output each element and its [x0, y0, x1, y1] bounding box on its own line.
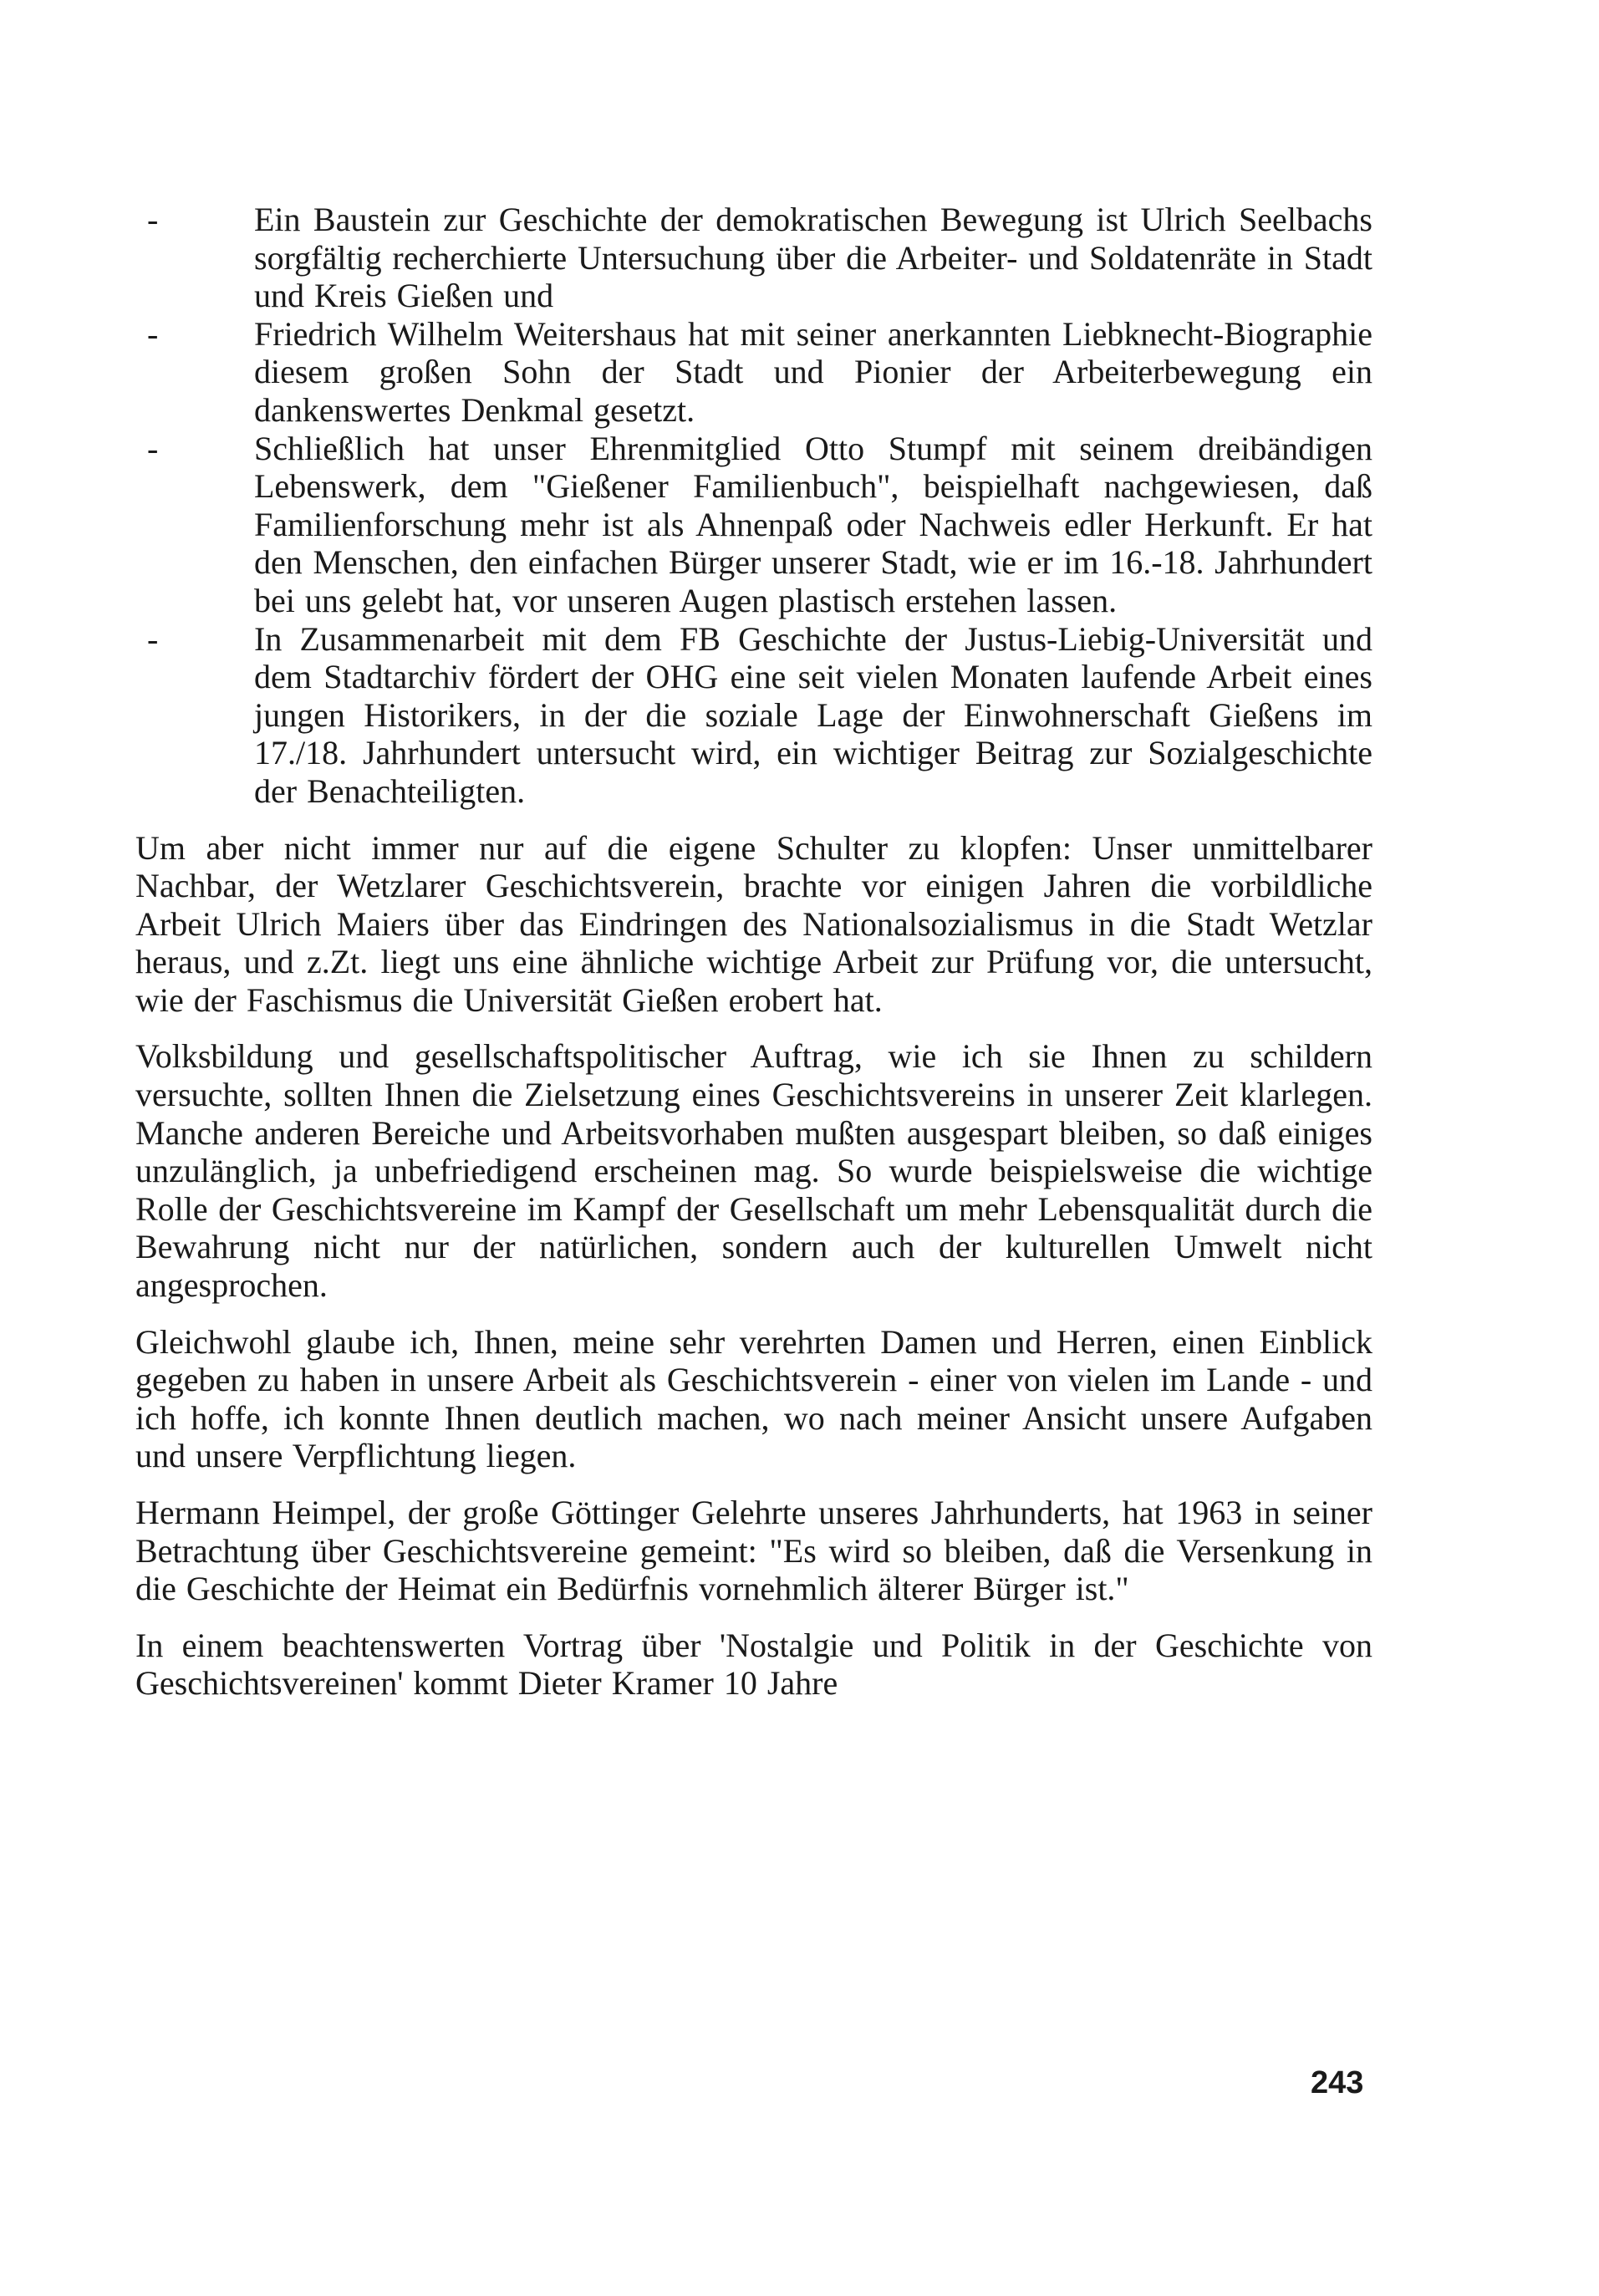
list-item [135, 620, 1372, 811]
body-paragraph: Hermann Heimpel, der große Göttinger Gelehrte unseres Jahrhunderts, hat 1963 in seiner Betrachtung über Geschichtsvereine gemeint: "Es wird so bleiben, daß die Versenkung in die Geschichte der Heimat ein Bedürfnis vornehmlich älterer Bürger ist." [135, 1494, 1372, 1608]
list-item-text: Ein Baustein zur Geschichte der demokratischen Bewegung ist Ulrich Seelbachs sorgfältig recherchierte Untersuchung über die Arbeiter- und Soldatenräte in Stadt und Kreis Gießen und [254, 201, 1372, 315]
body-paragraph: Gleichwohl glaube ich, Ihnen, meine sehr verehrten Damen und Herren, einen Einblick gegeben zu haben in unsere Arbeit als Geschichtsverein - einer von vielen im Lande - und ich hoffe, ich konnte Ihnen deutlich machen, wo nach meiner Ansicht unsere Aufgaben und unsere Verpflichtung liegen. [135, 1322, 1372, 1475]
body-paragraph: Um aber nicht immer nur auf die eigene Schulter zu klopfen: Unser unmittelbarer Nachbar, der Wetzlarer Geschichtsverein, brachte vor einigen Jahren die vorbildliche Arbeit Ulrich Maiers über das Eindringen des Nationalsozialismus in die Stadt Wetzlar heraus, und z.Zt. liegt uns eine ähnliche wichtige Arbeit zur Prüfung vor, die untersucht, wie der Faschismus die Universität Gießen erobert hat. [135, 828, 1372, 1019]
page-number: 243 [1311, 2065, 1364, 2100]
list-item-text: In Zusammenarbeit mit dem FB Geschichte der Justus-Liebig-Universität und dem Stadtarchiv fördert der OHG eine seit vielen Monaten laufende Arbeit eines jungen Historikers, in der die soziale Lage der Einwohnerschaft Gießens im 17./18. Jahrhundert untersucht wird, ein wichtiger Beitrag zur Sozialgeschichte der Benachteiligten. [254, 619, 1372, 810]
list-dash: - [147, 201, 159, 238]
list-item [135, 315, 1372, 430]
list-dash: - [147, 429, 159, 467]
list-item [135, 201, 1372, 315]
list-item-text: Schließlich hat unser Ehrenmitglied Otto Stumpf mit seinem dreibändigen Lebenswerk, dem "Gießener Familienbuch", beispielhaft nachgewiesen, daß Familienforschung mehr ist als Ahnenpaß oder Nachweis edler Herkunft. Er hat den Menschen, den einfachen Bürger unserer Stadt, wie er im 16.-18. Jahrhundert bei uns gelebt hat, vor unseren Augen plastisch erstehen lassen. [254, 429, 1372, 619]
list-dash: - [147, 619, 159, 658]
body-paragraph: In einem beachtenswerten Vortrag über 'Nostalgie und Politik in der Geschichte von Geschichtsvereinen' kommt Dieter Kramer 10 Jahre [135, 1626, 1372, 1703]
list-dash: - [147, 314, 159, 353]
body-paragraph: Volksbildung und gesellschaftspolitischer Auftrag, wie ich sie Ihnen zu schildern versuchte, sollten Ihnen die Zielsetzung eines Geschichtsvereins in unserer Zeit klarlegen. Manche anderen Bereiche und Arbeitsvorhaben mußten ausgespart bleiben, so daß einiges unzulänglich, ja unbefriedigend erscheinen mag. So wurde beispielsweise die wichtige Rolle der Geschichtsvereine im Kampf der Gesellschaft um mehr Lebensqualität durch die Bewahrung nicht nur der natürlichen, sondern auch der kulturellen Umwelt nicht angesprochen. [135, 1037, 1372, 1305]
list-item-text: Friedrich Wilhelm Weitershaus hat mit seiner anerkannten Liebknecht-Biographie diesem großen Sohn der Stadt und Pionier der Arbeiterbewegung ein dankenswertes Denkmal gesetzt. [254, 314, 1372, 429]
text-column [135, 201, 1372, 1703]
bullet-list [135, 201, 1372, 811]
list-item [135, 430, 1372, 620]
